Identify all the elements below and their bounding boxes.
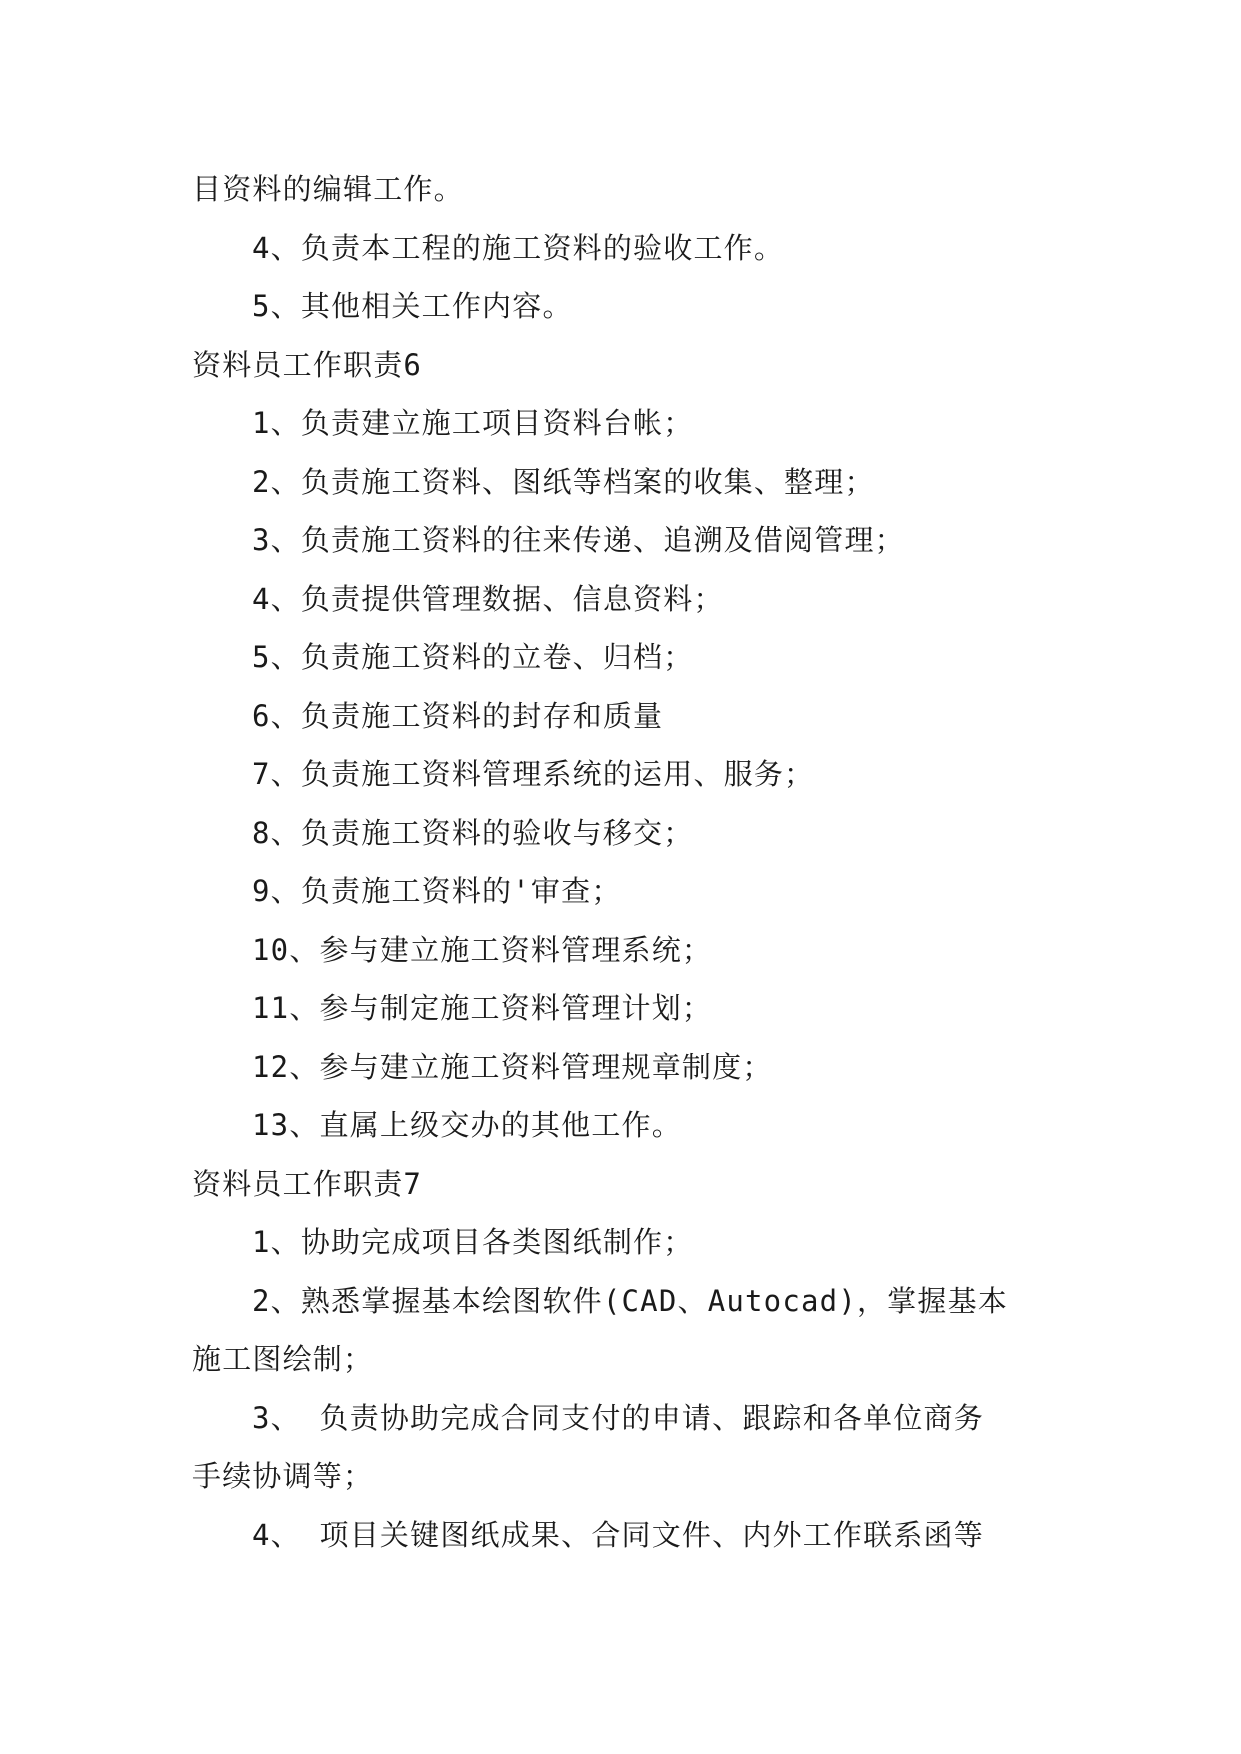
wrapped-list-item xyxy=(192,1272,1052,1389)
list-item: 7、负责施工资料管理系统的运用、服务； xyxy=(252,757,815,791)
list-item: 1、协助完成项目各类图纸制作； xyxy=(252,1225,694,1259)
list-item: 2、熟悉掌握基本绘图软件(CAD、Autocad)，掌握基本 xyxy=(252,1283,1008,1318)
list-item-continuation: 手续协调等； xyxy=(192,1459,374,1493)
list-item: 5、其他相关工作内容。 xyxy=(252,289,573,323)
list-item: 4、负责本工程的施工资料的验收工作。 xyxy=(252,230,785,265)
list-item: 13、直属上级交办的其他工作。 xyxy=(252,1108,682,1142)
list-item: 3、负责施工资料的往来传递、追溯及借阅管理； xyxy=(252,523,905,557)
list-item: 5、负责施工资料的立卷、归档； xyxy=(252,640,694,674)
list-item-continuation: 施工图绘制； xyxy=(192,1342,374,1376)
document-body xyxy=(192,160,1052,1564)
list-item: 9、负责施工资料的'审查； xyxy=(252,874,622,908)
list-item: 11、参与制定施工资料管理计划； xyxy=(252,991,713,1025)
list-item: 6、负责施工资料的封存和质量 xyxy=(252,698,664,733)
section-heading: 资料员工作职责6 xyxy=(192,347,423,382)
list-item: 12、参与建立施工资料管理规章制度； xyxy=(252,1049,773,1084)
list-item: 4、 项目关键图纸成果、合同文件、内外工作联系函等 xyxy=(252,1517,984,1552)
wrapped-list-item xyxy=(192,1389,1052,1506)
list-item: 10、参与建立施工资料管理系统； xyxy=(252,932,713,967)
list-item: 1、负责建立施工项目资料台帐； xyxy=(252,406,694,440)
list-item: 8、负责施工资料的验收与移交； xyxy=(252,815,694,850)
list-item: 2、负责施工资料、图纸等档案的收集、整理； xyxy=(252,464,875,499)
list-item: 4、负责提供管理数据、信息资料； xyxy=(252,581,724,616)
section-heading: 资料员工作职责7 xyxy=(192,1166,423,1201)
list-item: 3、 负责协助完成合同支付的申请、跟踪和各单位商务 xyxy=(252,1400,984,1435)
paragraph-line: 目资料的编辑工作。 xyxy=(192,172,464,206)
